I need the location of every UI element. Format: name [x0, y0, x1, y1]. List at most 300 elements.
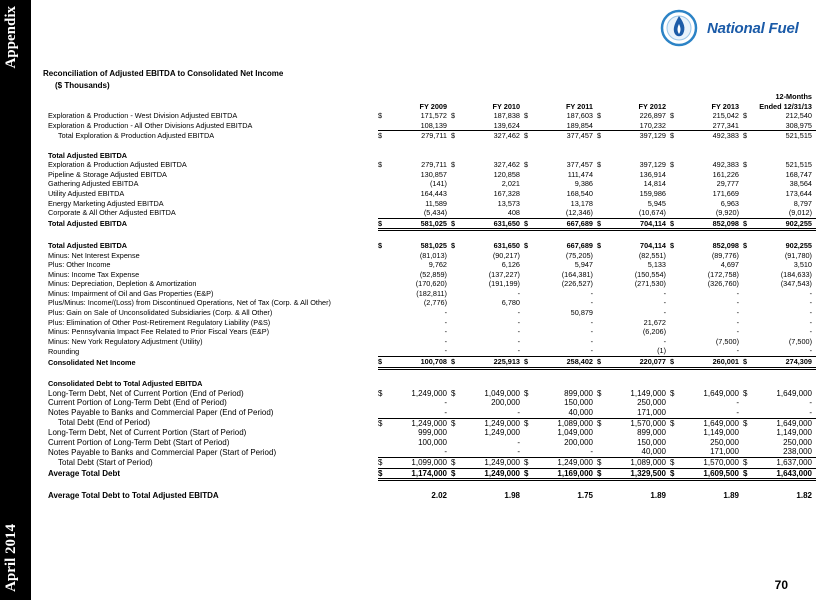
row-value: 999,000: [418, 428, 447, 438]
row-value: -: [663, 298, 666, 308]
table-row: [48, 368, 816, 379]
row-value: 1,089,000: [534, 418, 597, 428]
row-value: [534, 141, 597, 151]
table-row: [48, 447, 816, 457]
row-value: 1,249,000: [534, 457, 597, 468]
row-value: -: [590, 346, 593, 356]
row-label: Minus: Depreciation, Depletion & Amortization: [48, 279, 197, 289]
dollar-sign: $: [378, 388, 383, 398]
row-value: (9,920): [715, 208, 739, 218]
table-row: [48, 327, 816, 337]
reconciliation-table: [48, 92, 816, 500]
dollar-sign: [524, 368, 534, 379]
dollar-sign: [670, 398, 680, 408]
dollar-sign: [743, 121, 753, 131]
row-label: Total Exploration & Production Adjusted EBITDA: [58, 131, 215, 141]
row-value: [680, 480, 743, 491]
row-value: 50,879: [570, 308, 593, 318]
row-value: 1,049,000: [484, 388, 520, 398]
row-value: [461, 379, 524, 389]
table-row: [48, 418, 816, 428]
row-value: -: [663, 308, 666, 318]
dollar-sign: [451, 189, 461, 199]
row-value: -: [444, 336, 447, 346]
dollar-sign: $: [451, 457, 461, 468]
row-value: [388, 151, 451, 161]
table-row: [48, 289, 816, 299]
dollar-sign: [524, 318, 534, 328]
row-value: 9,762: [428, 260, 447, 270]
table-row: [48, 179, 816, 189]
column-header: FY 2011: [565, 101, 593, 111]
dollar-sign: [743, 428, 753, 438]
row-value: 187,603: [566, 111, 593, 121]
dollar-sign: [743, 438, 753, 448]
row-label: Exploration & Production - West Division Adjusted EBITDA: [48, 111, 238, 121]
row-value: 277,341: [712, 120, 739, 130]
row-value: [753, 368, 816, 379]
dollar-sign: [670, 368, 680, 379]
dollar-sign: $: [378, 111, 383, 121]
row-value: 168,540: [566, 188, 593, 198]
dollar-sign: [670, 230, 680, 241]
row-value: -: [590, 288, 593, 298]
row-value: -: [590, 336, 593, 346]
dollar-sign: [743, 260, 753, 270]
row-value: [534, 368, 597, 379]
row-value: 521,515: [785, 160, 812, 170]
dollar-sign: [743, 346, 753, 356]
row-value: [753, 480, 816, 491]
header-last-col-top: 12-Months: [775, 92, 812, 101]
row-value: 899,000: [564, 388, 593, 398]
row-label: [48, 368, 378, 379]
dollar-sign: [451, 251, 461, 261]
dollar-sign: $: [597, 160, 602, 170]
dollar-sign: $: [524, 131, 534, 141]
row-value: -: [444, 317, 447, 327]
dollar-sign: [597, 260, 607, 270]
row-value: 899,000: [637, 428, 666, 438]
row-value: 1,643,000: [753, 468, 816, 480]
dollar-sign: $: [597, 388, 602, 398]
row-value: [753, 151, 816, 161]
table-row: [48, 251, 816, 261]
dollar-sign: [743, 318, 753, 328]
dollar-sign: [670, 260, 680, 270]
row-value: -: [517, 336, 520, 346]
row-value: -: [809, 327, 812, 337]
row-value: 1,249,000: [461, 457, 524, 468]
dollar-sign: [524, 379, 534, 389]
row-value: 1,329,500: [607, 468, 670, 480]
row-label: Long-Term Debt, Net of Current Portion (Start of Period): [48, 428, 247, 438]
table-row: [48, 160, 816, 170]
row-value: 21,672: [643, 317, 666, 327]
row-value: -: [444, 327, 447, 337]
table-row: [48, 170, 816, 180]
dollar-sign: [597, 141, 607, 151]
row-value: -: [444, 447, 447, 457]
dollar-sign: [743, 230, 753, 241]
row-value: (10,674): [638, 208, 666, 218]
dollar-sign: [597, 208, 607, 218]
row-value: 1,089,000: [607, 457, 670, 468]
row-value: 492,383: [680, 131, 743, 141]
row-value: 2,021: [501, 179, 520, 189]
dollar-sign: [451, 298, 461, 308]
row-value: [461, 480, 524, 491]
dollar-sign: $: [524, 357, 534, 369]
dollar-sign: $: [451, 111, 456, 121]
row-value: 581,025: [388, 218, 451, 230]
dollar-sign: [451, 270, 461, 280]
dollar-sign: [670, 379, 680, 389]
row-value: (172,758): [707, 269, 739, 279]
row-value: 250,000: [637, 398, 666, 408]
dollar-sign: [451, 379, 461, 389]
row-label: Current Portion of Long-Term Debt (End of Period): [48, 398, 227, 408]
row-value: -: [809, 398, 812, 408]
dollar-sign: [524, 121, 534, 131]
row-value: 40,000: [641, 447, 666, 457]
dollar-sign: $: [743, 111, 748, 121]
dollar-sign: [743, 151, 753, 161]
row-value: -: [736, 317, 739, 327]
row-value: 1,249,000: [461, 468, 524, 480]
row-value: 1,169,000: [534, 468, 597, 480]
row-value: 852,098: [680, 218, 743, 230]
table-row: [48, 208, 816, 218]
row-value: 6,780: [501, 298, 520, 308]
row-value: (326,760): [707, 279, 739, 289]
table-row: [48, 438, 816, 448]
dollar-sign: [670, 447, 680, 457]
row-value: 9,386: [574, 179, 593, 189]
row-value: [753, 230, 816, 241]
dollar-sign: [670, 438, 680, 448]
row-value: (9,012): [788, 208, 812, 218]
row-label: Total Adjusted EBITDA: [48, 240, 128, 250]
row-value: (182,811): [416, 288, 447, 298]
dollar-sign: $: [451, 357, 461, 369]
row-value: (170,620): [415, 279, 447, 289]
row-value: [680, 151, 743, 161]
row-value: (81,013): [419, 250, 447, 260]
row-label: Plus: Other Income: [48, 260, 111, 270]
row-value: 408: [507, 208, 520, 218]
dollar-sign: [524, 337, 534, 347]
dollar-sign: [524, 298, 534, 308]
row-value: (7,500): [788, 336, 812, 346]
dollar-sign: $: [597, 240, 602, 250]
dollar-sign: $: [743, 160, 748, 170]
row-value: -: [517, 327, 520, 337]
row-label: [48, 141, 378, 151]
dollar-sign: [451, 480, 461, 491]
row-value: (5,434): [423, 208, 447, 218]
dollar-sign: [670, 308, 680, 318]
dollar-sign: [378, 141, 388, 151]
row-value: (89,776): [711, 250, 739, 260]
dollar-sign: [743, 327, 753, 337]
row-value: 150,000: [564, 398, 593, 408]
dollar-sign: [451, 121, 461, 131]
dollar-sign: [670, 289, 680, 299]
row-value: -: [444, 398, 447, 408]
table-row: [48, 141, 816, 151]
dollar-sign: [378, 398, 388, 408]
dollar-sign: [524, 327, 534, 337]
dollar-sign: [670, 480, 680, 491]
row-value: 40,000: [568, 408, 593, 417]
row-value: 902,255: [785, 240, 812, 250]
row-value: 150,000: [637, 437, 666, 447]
dollar-sign: $: [670, 418, 680, 428]
dollar-sign: [451, 337, 461, 347]
row-value: [753, 379, 816, 389]
row-value: [680, 230, 743, 241]
column-header: FY 2010: [492, 101, 520, 111]
row-value: -: [517, 317, 520, 327]
row-value: 3,510: [793, 260, 812, 270]
row-label: Total Debt (End of Period): [58, 418, 151, 428]
row-value: 902,255: [753, 218, 816, 230]
row-value: [607, 230, 670, 241]
table-row: [48, 241, 816, 251]
dollar-sign: [378, 298, 388, 308]
row-value: -: [517, 437, 520, 447]
row-value: (82,551): [638, 250, 666, 260]
dollar-sign: [524, 438, 534, 448]
row-value: 100,000: [418, 437, 447, 447]
row-value: 100,708: [388, 357, 451, 369]
dollar-sign: [743, 298, 753, 308]
row-value: -: [736, 308, 739, 318]
dollar-sign: [378, 189, 388, 199]
row-value: 377,457: [534, 131, 597, 141]
row-label: Utility Adjusted EBITDA: [48, 188, 125, 198]
row-value: -: [809, 346, 812, 356]
row-value: 8,797: [793, 198, 812, 208]
dollar-sign: $: [378, 357, 388, 369]
row-value: 215,042: [712, 111, 739, 121]
row-value: 274,309: [753, 357, 816, 369]
row-label: Average Total Debt: [48, 469, 121, 479]
row-value: 238,000: [783, 447, 812, 457]
dollar-sign: [743, 189, 753, 199]
row-value: 1,149,000: [776, 428, 812, 438]
dollar-sign: [378, 270, 388, 280]
row-value: 171,572: [420, 111, 447, 121]
dollar-sign: [524, 408, 534, 418]
row-label: Average Total Debt to Total Adjusted EBITDA: [48, 490, 219, 500]
dollar-sign: $: [597, 357, 607, 369]
dollar-sign: [670, 408, 680, 418]
dollar-sign: [451, 447, 461, 457]
dollar-sign: [743, 179, 753, 189]
row-value: 13,178: [570, 198, 593, 208]
dollar-sign: [670, 428, 680, 438]
dollar-sign: [378, 251, 388, 261]
row-value: 631,650: [461, 218, 524, 230]
row-value: [607, 368, 670, 379]
dollar-sign: $: [524, 160, 529, 170]
row-value: 139,624: [493, 120, 520, 130]
row-value: 308,975: [785, 120, 812, 130]
page-number: 70: [774, 578, 788, 592]
dollar-sign: [670, 318, 680, 328]
table-row: [48, 189, 816, 199]
dollar-sign: [597, 251, 607, 261]
sidebar-section-label: Appendix: [3, 6, 19, 69]
row-value: 1,649,000: [680, 418, 743, 428]
row-value: 1,570,000: [680, 457, 743, 468]
row-value: 1,174,000: [388, 468, 451, 480]
dollar-sign: $: [378, 468, 388, 480]
row-value: [534, 151, 597, 161]
row-value: 667,689: [566, 240, 593, 250]
row-value: 327,462: [493, 160, 520, 170]
row-value: [607, 151, 670, 161]
dollar-sign: [743, 270, 753, 280]
dollar-sign: $: [524, 418, 534, 428]
dollar-sign: [378, 346, 388, 356]
dollar-sign: [743, 308, 753, 318]
row-label: Plus: Elimination of Other Post-Retirement Regulatory Liability (P&S): [48, 317, 271, 327]
dollar-sign: [743, 170, 753, 180]
row-value: 159,986: [639, 188, 666, 198]
dollar-sign: $: [451, 240, 456, 250]
row-value: 1,049,000: [557, 428, 593, 438]
dollar-sign: [597, 337, 607, 347]
row-value: -: [590, 447, 593, 457]
dollar-sign: $: [378, 457, 388, 468]
dollar-sign: [597, 428, 607, 438]
dollar-sign: $: [743, 357, 753, 369]
dollar-sign: [524, 447, 534, 457]
table-row: [48, 357, 816, 369]
dollar-sign: [378, 289, 388, 299]
row-value: [680, 379, 743, 389]
table-row: [48, 337, 816, 347]
row-value: -: [663, 288, 666, 298]
column-header: FY 2012: [638, 101, 666, 111]
dollar-sign: [597, 298, 607, 308]
dollar-sign: [378, 368, 388, 379]
dollar-sign: $: [670, 160, 675, 170]
dollar-sign: [597, 230, 607, 241]
dollar-sign: [524, 308, 534, 318]
row-value: 631,650: [493, 240, 520, 250]
dollar-sign: $: [743, 457, 753, 468]
row-value: 1,149,000: [630, 388, 666, 398]
dollar-sign: [451, 279, 461, 289]
row-label: Notes Payable to Banks and Commercial Paper (End of Period): [48, 408, 274, 418]
dollar-sign: [524, 179, 534, 189]
row-value: -: [517, 288, 520, 298]
row-value: 171,000: [637, 408, 666, 417]
row-value: (90,217): [492, 250, 520, 260]
row-value: -: [809, 288, 812, 298]
dollar-sign: [670, 327, 680, 337]
dollar-sign: [451, 327, 461, 337]
row-label: Corporate & All Other Adjusted EBITDA: [48, 208, 176, 218]
dollar-sign: $: [378, 131, 388, 141]
row-value: 200,000: [491, 398, 520, 408]
row-label: Plus/Minus: Income/(Loss) from Discontinued Operations, Net of Tax (Corp. & All Other): [48, 298, 331, 308]
dollar-sign: [743, 379, 753, 389]
sidebar: [0, 0, 31, 600]
dollar-sign: $: [670, 457, 680, 468]
row-value: 1.89: [723, 490, 739, 500]
row-value: 6,963: [720, 198, 739, 208]
row-value: 225,913: [461, 357, 524, 369]
row-label: Total Adjusted EBITDA: [48, 150, 128, 160]
table-row: [48, 111, 816, 121]
dollar-sign: [597, 279, 607, 289]
table-row: [48, 131, 816, 141]
row-value: [388, 379, 451, 389]
row-value: 250,000: [783, 437, 812, 447]
row-label: Minus: New York Regulatory Adjustment (Utility): [48, 336, 203, 346]
row-value: -: [444, 346, 447, 356]
row-value: 14,814: [643, 179, 666, 189]
dollar-sign: [597, 318, 607, 328]
row-value: (91,780): [784, 250, 812, 260]
dollar-sign: [670, 121, 680, 131]
dollar-sign: [670, 208, 680, 218]
dollar-sign: [597, 398, 607, 408]
dollar-sign: [597, 379, 607, 389]
dollar-sign: $: [378, 218, 388, 230]
dollar-sign: [670, 179, 680, 189]
dollar-sign: [743, 141, 753, 151]
row-value: 29,777: [716, 179, 739, 189]
row-value: 13,573: [497, 198, 520, 208]
dollar-sign: [524, 251, 534, 261]
row-label: Minus: Net Interest Expense: [48, 250, 140, 260]
row-value: 189,854: [566, 120, 593, 130]
row-value: 250,000: [710, 437, 739, 447]
report-title: Reconciliation of Adjusted EBITDA to Consolidated Net Income: [43, 69, 284, 78]
dollar-sign: [451, 408, 461, 418]
table-row: [48, 270, 816, 280]
dollar-sign: $: [670, 357, 680, 369]
dollar-sign: [597, 368, 607, 379]
dollar-sign: [597, 438, 607, 448]
dollar-sign: $: [670, 218, 680, 230]
row-value: 704,114: [640, 240, 666, 250]
row-value: -: [809, 308, 812, 318]
row-value: (184,633): [780, 269, 812, 279]
dollar-sign: [743, 491, 753, 501]
row-value: -: [517, 308, 520, 318]
dollar-sign: [670, 199, 680, 209]
dollar-sign: [451, 230, 461, 241]
dollar-sign: [524, 208, 534, 218]
dollar-sign: $: [670, 240, 675, 250]
dollar-sign: [378, 230, 388, 241]
dollar-sign: $: [743, 218, 753, 230]
column-header: FY 2009: [419, 101, 447, 111]
table-row: [48, 379, 816, 389]
table-row: [48, 457, 816, 468]
dollar-sign: [597, 408, 607, 418]
row-value: -: [736, 398, 739, 408]
row-value: 1,249,000: [388, 418, 451, 428]
dollar-sign: [597, 151, 607, 161]
